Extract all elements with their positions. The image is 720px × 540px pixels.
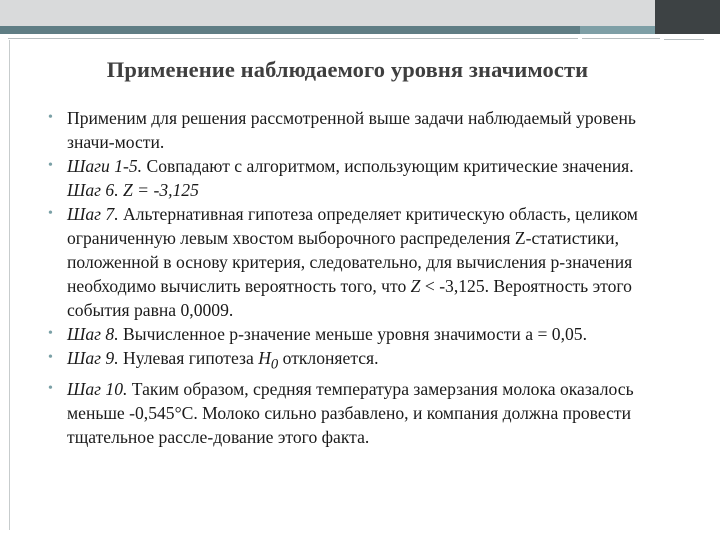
bullet-text: отклоняется. [278, 348, 379, 368]
header-rule-right [664, 39, 704, 40]
bullet-text: Альтернативная гипотеза определяет критическую область, целиком ограниченную левым хвостом выборочного распределения Z-статистики, положенной в основу критерия, следовательно, для вычисления p-значения необходимо вычислить вероятность того, что [67, 204, 638, 296]
z-variable: Z [410, 276, 421, 296]
header-rule-short [582, 38, 660, 39]
bullet-text: < -3,125. Вероятность этого события равна 0,0009. [67, 276, 632, 320]
bullet-dot-icon: • [48, 380, 53, 396]
bullet-item-1 [48, 106, 658, 154]
step-label: Шаг 8. [67, 324, 119, 344]
bullet-text: Нулевая гипотеза [118, 348, 259, 368]
step-label: Шаги 1-5. [67, 156, 143, 176]
bullet-dot-icon: • [48, 110, 53, 125]
top-band-light [0, 0, 720, 26]
bullet-text: Применим для решения рассмотренной выше задачи наблюдаемый уровень значи-мости. [67, 108, 636, 152]
bullet-text: Совпадают с алгоритмом, использующим критические значения. [142, 156, 634, 176]
step-label: Шаг 10. [67, 378, 128, 399]
bullet-item-4 [48, 322, 658, 346]
bullet-dot-icon: • [48, 206, 53, 221]
hypothesis-subscript: 0 [270, 356, 279, 373]
bullet-dot-icon: • [48, 326, 53, 341]
step-label: Шаг 9. [67, 348, 119, 368]
bullet-item-5 [48, 346, 658, 377]
hypothesis-symbol: H [258, 348, 271, 368]
bullet-item-3 [48, 202, 658, 322]
header-rule [8, 38, 578, 39]
bullet-dot-icon: • [48, 350, 53, 365]
step-label: Шаг 7. [67, 204, 119, 224]
top-band-accent [580, 26, 655, 34]
bullet-text: Вычисленное p-значение меньше уровня значимости a = 0,05. [118, 324, 587, 344]
top-band-right-block [655, 0, 720, 34]
left-margin-rule [9, 40, 10, 530]
top-decoration-bar [0, 0, 720, 46]
step-label: Шаг 6. Z = -3,125 [67, 180, 199, 200]
bullet-text: Таким образом, средняя температура замерзания молока оказалось меньше -0,545°С. Молоко сильно разбавлено, и компания должна провести тщательное рассле-дование этого факта. [67, 378, 634, 447]
slide-title: Применение наблюдаемого уровня значимости [106, 57, 589, 82]
bullet-dot-icon: • [48, 158, 53, 173]
bullet-item-6 [48, 377, 658, 449]
bullet-item-2 [48, 154, 658, 202]
bullet-list [48, 106, 658, 449]
